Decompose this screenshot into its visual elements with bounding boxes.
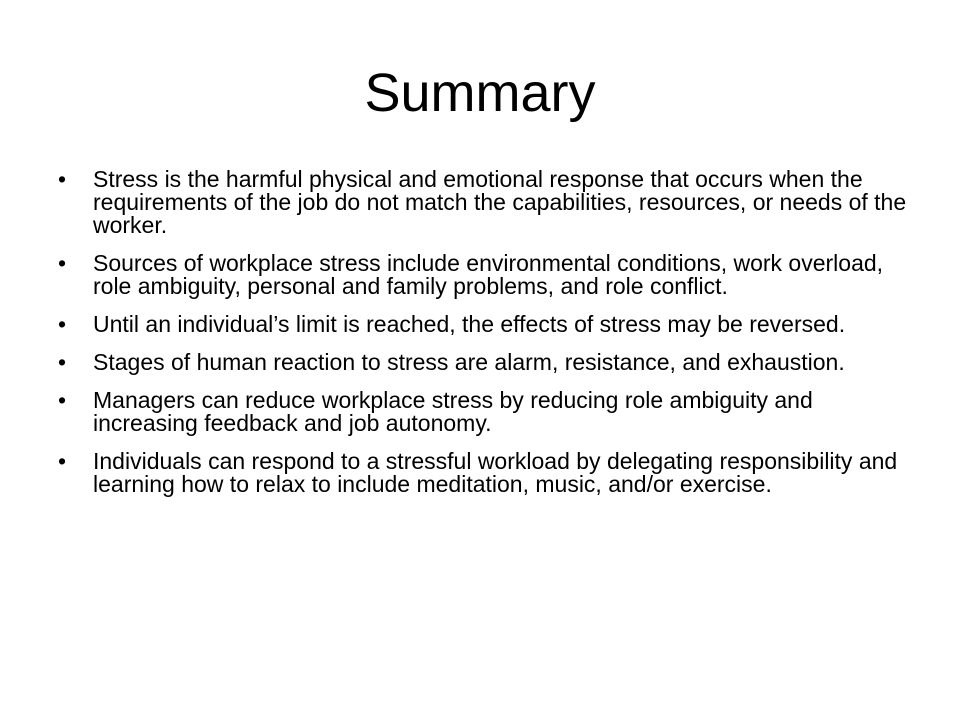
bullet-item [58, 351, 918, 374]
bullet-item [58, 168, 918, 237]
bullet-text: Managers can reduce workplace stress by reducing role ambiguity and increasing feedback and job autonomy. [93, 387, 813, 436]
bullet-icon: • [58, 166, 67, 192]
bullet-text: Stress is the harmful physical and emotional response that occurs when the requirements of the job do not match the capabilities, resources, or needs of the worker. [93, 166, 907, 238]
bullet-item [58, 450, 918, 496]
bullet-list [58, 168, 918, 511]
bullet-text: Individuals can respond to a stressful workload by delegating responsibility and learning how to relax to include meditation, music, and/or exercise. [93, 448, 898, 497]
bullet-icon: • [58, 387, 67, 413]
bullet-item [58, 252, 918, 298]
bullet-text: Sources of workplace stress include environmental conditions, work overload, role ambiguity, personal and family problems, and role conflict. [93, 250, 884, 299]
slide-title: Summary [364, 63, 596, 123]
bullet-icon: • [58, 448, 67, 474]
bullet-item [58, 313, 918, 336]
bullet-text: Stages of human reaction to stress are alarm, resistance, and exhaustion. [93, 349, 845, 375]
bullet-icon: • [58, 349, 67, 375]
bullet-item [58, 389, 918, 435]
bullet-icon: • [58, 250, 67, 276]
bullet-icon: • [58, 311, 67, 337]
bullet-text: Until an individual’s limit is reached, the effects of stress may be reversed. [93, 311, 846, 337]
